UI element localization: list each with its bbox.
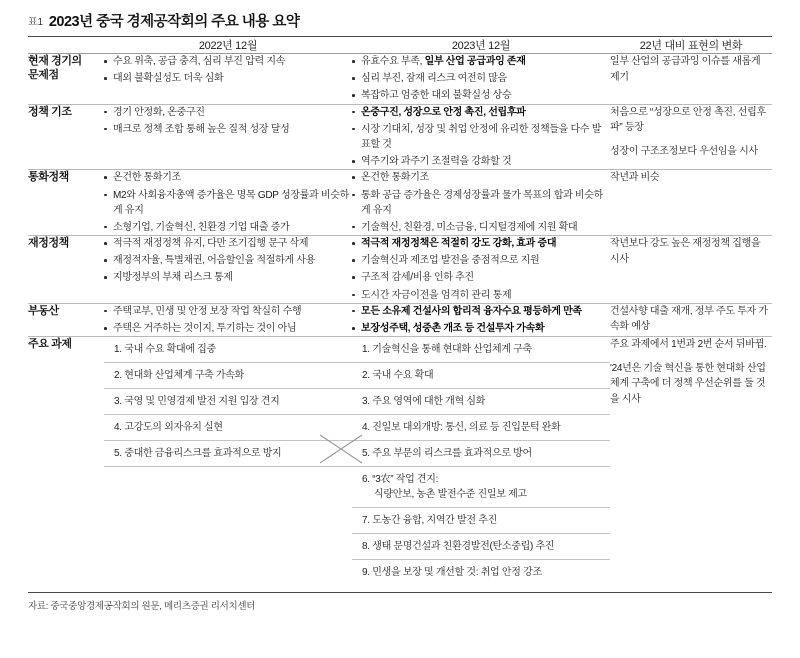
- change-note: 작년보다 강도 높은 재정정책 집행을 시사: [610, 238, 761, 265]
- cell-change-main-tasks: [610, 337, 772, 593]
- task-spacer: [104, 567, 352, 592]
- bullet-item: 온중구진, 성장으로 안정 촉진, 선립후파: [352, 105, 610, 120]
- bullet-item: 주택교부, 민생 및 안정 보장 작업 착실히 수행: [104, 304, 352, 319]
- header-blank: [28, 37, 104, 54]
- task-spacer: [104, 467, 352, 493]
- task-item-sublabel: 식량안보, 농촌 발전수준 진일보 제고: [374, 489, 527, 501]
- task-list-2022: [104, 337, 352, 592]
- table-row: [28, 303, 772, 336]
- bullet-item: 온건한 통화기조: [352, 170, 610, 185]
- bullet-item: 대외 불확실성도 더욱 심화: [104, 71, 352, 86]
- cell-2023-problems: [352, 54, 610, 105]
- row-label-main-tasks: 주요 과제: [28, 337, 104, 593]
- cell-2023-monetary: [352, 170, 610, 236]
- table-number-tag: 표1: [28, 17, 43, 28]
- change-note: 처음으로 “성장으로 안정 촉진, 선립후파” 등장: [610, 106, 766, 134]
- summary-table: [28, 36, 772, 593]
- page-title: [28, 8, 772, 36]
- header-change: 22년 대비 표현의 변화: [610, 37, 772, 54]
- task-item: 1. 기술혁신을 통해 현대화 산업체계 구축: [352, 337, 610, 363]
- task-item: 7. 도농간 융합, 지역간 발전 추진: [352, 508, 610, 534]
- bullet-item: 보장성주택, 성중촌 개조 등 건설투자 가속화: [352, 321, 610, 336]
- table-row: [28, 54, 772, 105]
- bullet-item: 주택은 거주하는 것이지, 투기하는 것이 아님: [104, 321, 352, 336]
- header-2022: 2022년 12월: [104, 37, 352, 54]
- cell-change-realestate: [610, 303, 772, 336]
- table-row: [28, 236, 772, 304]
- task-spacer: [104, 542, 352, 567]
- bullet-item: 적극적 재정정책 유지, 다만 조기집행 문구 삭제: [104, 236, 352, 251]
- task-item: 9. 민생을 보장 및 개선할 것: 취업 안정 강조: [362, 567, 542, 579]
- bullet-item: 온건한 통화기조: [104, 170, 352, 185]
- change-note: '24년은 기술 혁신을 통한 현대화 산업체계 구축에 더 정책 우선순위를 둘 것을 시사: [610, 362, 766, 405]
- task-list-2023: [352, 337, 610, 585]
- cell-2022-monetary: [104, 170, 352, 236]
- row-label-monetary: 통화정책: [28, 170, 104, 236]
- task-item: 2. 국내 수요 확대: [352, 363, 610, 389]
- bullet-item: 유효수요 부족, 일부 산업 공급과잉 존재: [352, 54, 610, 69]
- bullet-item: 모든 소유제 건설사의 합리적 융자수요 평등하게 만족: [352, 304, 610, 319]
- cell-2023-realestate: [352, 303, 610, 336]
- change-note: 작년과 비슷: [610, 172, 660, 184]
- cell-2022-policy-stance: [104, 104, 352, 170]
- bullet-item: 경기 안정화, 온중구진: [104, 105, 352, 120]
- task-item-with-sub: [352, 467, 610, 508]
- bullet-item: 구조적 감세/비용 인하 추진: [352, 270, 610, 285]
- cell-2022-problems: [104, 54, 352, 105]
- task-item: 5. 주요 부문의 리스크를 효과적으로 방어: [352, 441, 610, 467]
- task-item: 3. 국영 및 민영경제 발전 지원 입장 견지: [104, 389, 352, 415]
- task-item: 5. 중대한 금융리스크를 효과적으로 방지: [104, 441, 352, 467]
- table-row: [28, 170, 772, 236]
- cell-2023-fiscal: [352, 236, 610, 304]
- row-label-realestate: 부동산: [28, 303, 104, 336]
- task-item: 8. 생태 문명건설과 친환경발전(탄소중립) 추진: [352, 534, 610, 560]
- bullet-item: 역주기와 과주기 조절력을 강화할 것: [352, 154, 610, 169]
- cell-change-policy-stance: [610, 104, 772, 170]
- source-note: 자료: 중국중앙경제공작회의 원문, 메리츠증권 리서치센터: [28, 601, 256, 613]
- cell-change-fiscal: [610, 236, 772, 304]
- cell-2023-main-tasks: [352, 337, 610, 593]
- bullet-item: 매크로 정책 조합 통해 높은 질적 성장 달성: [104, 122, 352, 137]
- bullet-item: 복잡하고 엄중한 대외 불확실성 상승: [352, 88, 610, 103]
- table-row-main-tasks: [28, 337, 772, 593]
- cell-2022-fiscal: [104, 236, 352, 304]
- bullet-item: 도시간 자금이전을 엄격히 관리 통제: [352, 288, 610, 303]
- table-title-text: 2023년 중국 경제공작회의 주요 내용 요약: [48, 14, 300, 30]
- bullet-item: 통화 공급 증가율은 경제성장률과 물가 목표의 합과 비슷하게 유지: [352, 188, 610, 218]
- task-item: 4. 고강도의 외자유치 실현: [104, 415, 352, 441]
- bullet-item: M2와 사회융자총액 증가율은 명목 GDP 성장률과 비슷하게 유지: [104, 188, 352, 218]
- row-label-fiscal: 재정정책: [28, 236, 104, 304]
- bullet-item: 시장 기대치, 성장 및 취업 안정에 유리한 정책들을 다수 발표할 것: [352, 122, 610, 152]
- table-header-row: [28, 37, 772, 54]
- change-note: 주요 과제에서 1번과 2번 순서 뒤바뀜.: [610, 339, 767, 351]
- header-2023: 2023년 12월: [352, 37, 610, 54]
- task-spacer: [104, 492, 352, 517]
- cell-change-problems: [610, 54, 772, 105]
- cell-change-monetary: [610, 170, 772, 236]
- cell-2022-main-tasks: [104, 337, 352, 593]
- bullet-item: 기술혁신과 제조업 발전을 중점적으로 지원: [352, 253, 610, 268]
- bullet-item: 재정적자율, 특별채권, 어음할인을 적절하게 사용: [104, 253, 352, 268]
- task-spacer: [104, 517, 352, 542]
- task-item-label: 6. “3农” 작업 견지:: [362, 474, 439, 486]
- change-note: 건설사향 대출 재개, 정부 주도 투자 가속화 예상: [610, 305, 768, 333]
- cell-2023-policy-stance: [352, 104, 610, 170]
- change-note: 성장이 구조조정보다 우선임을 시사: [610, 145, 758, 157]
- change-note: 일부 산업의 공급과잉 이슈를 새롭게 제기: [610, 56, 761, 83]
- task-item: 1. 국내 수요 확대에 집중: [104, 337, 352, 363]
- row-label-problems: 현재 경기의 문제점: [28, 54, 104, 105]
- table-row: [28, 104, 772, 170]
- bullet-item: 소형기업, 기술혁신, 친환경 기업 대출 증가: [104, 220, 352, 235]
- cell-2022-realestate: [104, 303, 352, 336]
- bullet-item: 적극적 재정정책은 적절히 강도 강화, 효과 증대: [352, 236, 610, 251]
- row-label-policy-stance: 정책 기조: [28, 104, 104, 170]
- bullet-item: 심리 부진, 잠재 리스크 여전히 많음: [352, 71, 610, 86]
- bullet-item: 수요 위축, 공급 충격, 심리 부진 압력 지속: [104, 54, 352, 69]
- task-item: 2. 현대화 산업체계 구축 가속화: [104, 363, 352, 389]
- task-item: 3. 주요 영역에 대한 개혁 심화: [352, 389, 610, 415]
- bullet-item: 지방정부의 부채 리스크 통제: [104, 270, 352, 285]
- task-item: 4. 진일보 대외개방: 통신, 의료 등 진입문턱 완화: [352, 415, 610, 441]
- bullet-item: 기술혁신, 친환경, 미소금융, 디지털경제에 지원 확대: [352, 220, 610, 235]
